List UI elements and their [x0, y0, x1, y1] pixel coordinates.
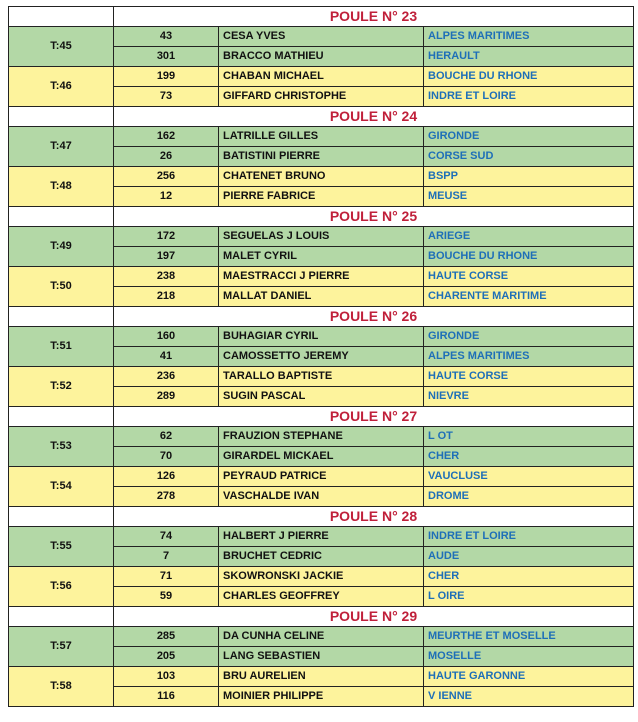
player-region: INDRE ET LOIRE — [424, 87, 634, 107]
player-region: GIRONDE — [424, 327, 634, 347]
player-number: 62 — [114, 427, 219, 447]
player-row — [9, 427, 634, 447]
table-number: T:51 — [9, 327, 114, 367]
table-number: T:46 — [9, 67, 114, 107]
player-name: LANG SEBASTIEN — [219, 647, 424, 667]
table-number: T:49 — [9, 227, 114, 267]
player-number: 162 — [114, 127, 219, 147]
player-number: 236 — [114, 367, 219, 387]
player-name: CAMOSSETTO JEREMY — [219, 347, 424, 367]
player-name: CHARLES GEOFFREY — [219, 587, 424, 607]
player-number: 289 — [114, 387, 219, 407]
player-number: 160 — [114, 327, 219, 347]
player-region: AUDE — [424, 547, 634, 567]
table-number: T:45 — [9, 27, 114, 67]
table-number: T:53 — [9, 427, 114, 467]
player-region: MOSELLE — [424, 647, 634, 667]
player-name: MALLAT DANIEL — [219, 287, 424, 307]
player-number: 205 — [114, 647, 219, 667]
spacer-cell — [9, 107, 114, 127]
player-name: BRUCHET CEDRIC — [219, 547, 424, 567]
player-name: SUGIN PASCAL — [219, 387, 424, 407]
draw-table — [8, 6, 634, 707]
player-region: HAUTE CORSE — [424, 267, 634, 287]
player-region: ARIEGE — [424, 227, 634, 247]
player-number: 238 — [114, 267, 219, 287]
player-region: HAUTE CORSE — [424, 367, 634, 387]
table-number: T:57 — [9, 627, 114, 667]
player-region: BOUCHE DU RHONE — [424, 67, 634, 87]
player-region: VAUCLUSE — [424, 467, 634, 487]
player-region: HERAULT — [424, 47, 634, 67]
player-number: 199 — [114, 67, 219, 87]
player-region: HAUTE GARONNE — [424, 667, 634, 687]
player-number: 43 — [114, 27, 219, 47]
table-number: T:52 — [9, 367, 114, 407]
player-row — [9, 67, 634, 87]
player-region: L OIRE — [424, 587, 634, 607]
player-row — [9, 167, 634, 187]
player-name: FRAUZION STEPHANE — [219, 427, 424, 447]
player-name: CESA YVES — [219, 27, 424, 47]
table-number: T:55 — [9, 527, 114, 567]
player-number: 172 — [114, 227, 219, 247]
player-name: MAESTRACCI J PIERRE — [219, 267, 424, 287]
player-name: CHABAN MICHAEL — [219, 67, 424, 87]
player-region: INDRE ET LOIRE — [424, 527, 634, 547]
player-number: 301 — [114, 47, 219, 67]
player-region: DROME — [424, 487, 634, 507]
player-region: V IENNE — [424, 687, 634, 707]
spacer-cell — [9, 607, 114, 627]
player-region: CORSE SUD — [424, 147, 634, 167]
poule-title: POULE N° 24 — [114, 107, 634, 127]
poule-title: POULE N° 26 — [114, 307, 634, 327]
player-row — [9, 567, 634, 587]
player-row — [9, 27, 634, 47]
player-region: NIEVRE — [424, 387, 634, 407]
poule-header-row — [9, 107, 634, 127]
player-number: 103 — [114, 667, 219, 687]
player-name: DA CUNHA CELINE — [219, 627, 424, 647]
poule-header-row — [9, 407, 634, 427]
player-number: 256 — [114, 167, 219, 187]
table-number: T:47 — [9, 127, 114, 167]
player-number: 71 — [114, 567, 219, 587]
player-name: BATISTINI PIERRE — [219, 147, 424, 167]
player-name: PIERRE FABRICE — [219, 187, 424, 207]
player-region: BOUCHE DU RHONE — [424, 247, 634, 267]
player-row — [9, 267, 634, 287]
player-number: 197 — [114, 247, 219, 267]
player-name: HALBERT J PIERRE — [219, 527, 424, 547]
player-number: 285 — [114, 627, 219, 647]
player-number: 73 — [114, 87, 219, 107]
player-region: MEURTHE ET MOSELLE — [424, 627, 634, 647]
player-row — [9, 667, 634, 687]
player-number: 59 — [114, 587, 219, 607]
player-region: CHER — [424, 567, 634, 587]
poule-title: POULE N° 28 — [114, 507, 634, 527]
player-name: LATRILLE GILLES — [219, 127, 424, 147]
player-number: 41 — [114, 347, 219, 367]
player-name: MOINIER PHILIPPE — [219, 687, 424, 707]
poule-header-row — [9, 207, 634, 227]
player-row — [9, 327, 634, 347]
player-number: 74 — [114, 527, 219, 547]
player-row — [9, 127, 634, 147]
player-number: 116 — [114, 687, 219, 707]
player-region: CHER — [424, 447, 634, 467]
player-region: ALPES MARITIMES — [424, 347, 634, 367]
poule-title: POULE N° 25 — [114, 207, 634, 227]
player-name: BRU AURELIEN — [219, 667, 424, 687]
player-row — [9, 627, 634, 647]
player-name: BUHAGIAR CYRIL — [219, 327, 424, 347]
player-number: 278 — [114, 487, 219, 507]
player-number: 26 — [114, 147, 219, 167]
player-number: 12 — [114, 187, 219, 207]
player-number: 218 — [114, 287, 219, 307]
player-name: BRACCO MATHIEU — [219, 47, 424, 67]
poule-header-row — [9, 607, 634, 627]
player-number: 70 — [114, 447, 219, 467]
player-name: TARALLO BAPTISTE — [219, 367, 424, 387]
poule-title: POULE N° 27 — [114, 407, 634, 427]
player-region: GIRONDE — [424, 127, 634, 147]
table-number: T:50 — [9, 267, 114, 307]
spacer-cell — [9, 507, 114, 527]
poule-header-row — [9, 7, 634, 27]
player-name: SEGUELAS J LOUIS — [219, 227, 424, 247]
player-number: 7 — [114, 547, 219, 567]
poule-header-row — [9, 507, 634, 527]
player-row — [9, 367, 634, 387]
spacer-cell — [9, 407, 114, 427]
player-name: SKOWRONSKI JACKIE — [219, 567, 424, 587]
table-number: T:58 — [9, 667, 114, 707]
table-number: T:48 — [9, 167, 114, 207]
player-name: PEYRAUD PATRICE — [219, 467, 424, 487]
poule-header-row — [9, 307, 634, 327]
spacer-cell — [9, 7, 114, 27]
player-name: GIFFARD CHRISTOPHE — [219, 87, 424, 107]
spacer-cell — [9, 307, 114, 327]
player-region: CHARENTE MARITIME — [424, 287, 634, 307]
player-region: ALPES MARITIMES — [424, 27, 634, 47]
spacer-cell — [9, 207, 114, 227]
player-name: GIRARDEL MICKAEL — [219, 447, 424, 467]
player-name: VASCHALDE IVAN — [219, 487, 424, 507]
player-region: BSPP — [424, 167, 634, 187]
poule-title: POULE N° 23 — [114, 7, 634, 27]
player-row — [9, 467, 634, 487]
player-row — [9, 227, 634, 247]
table-number: T:54 — [9, 467, 114, 507]
player-name: CHATENET BRUNO — [219, 167, 424, 187]
player-region: L OT — [424, 427, 634, 447]
table-number: T:56 — [9, 567, 114, 607]
poule-title: POULE N° 29 — [114, 607, 634, 627]
player-number: 126 — [114, 467, 219, 487]
player-region: MEUSE — [424, 187, 634, 207]
player-row — [9, 527, 634, 547]
player-name: MALET CYRIL — [219, 247, 424, 267]
